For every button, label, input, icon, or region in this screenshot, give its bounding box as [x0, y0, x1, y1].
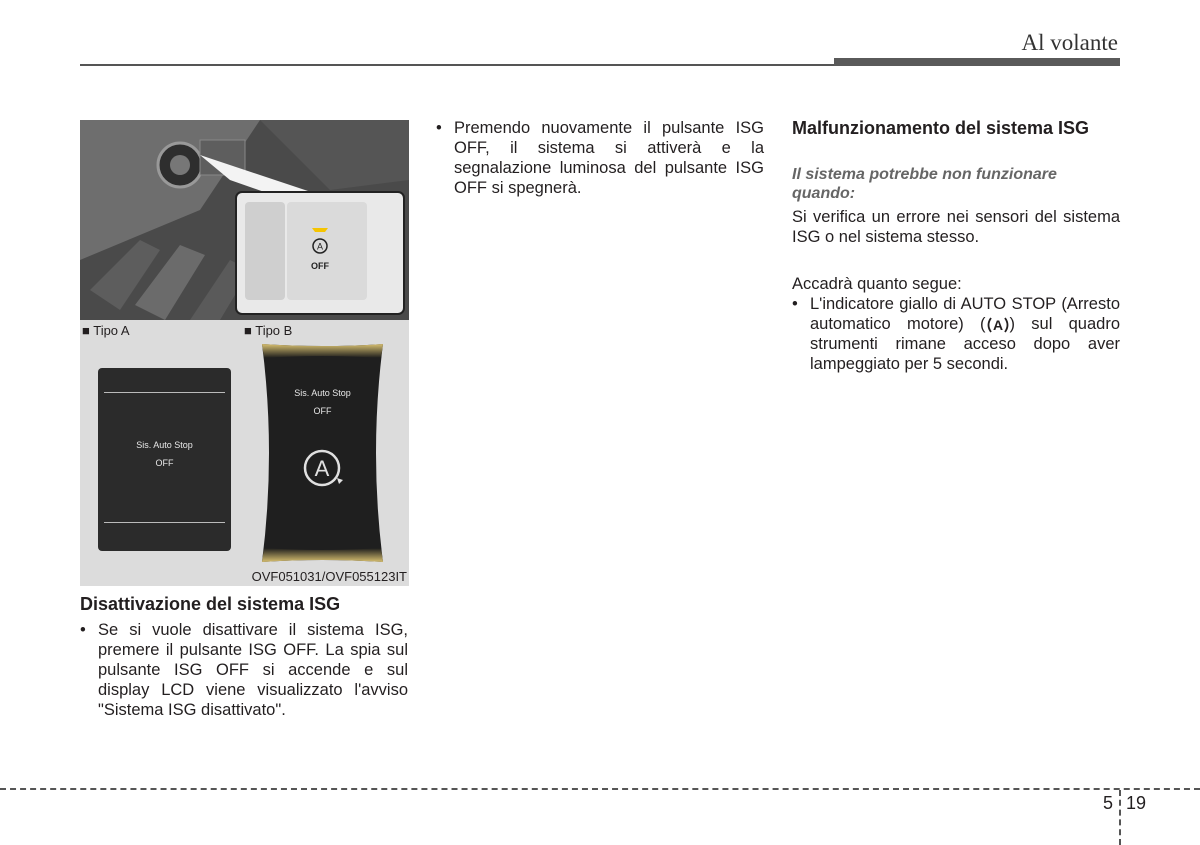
auto-stop-icon — [987, 316, 1009, 334]
caption-tipo-b: ■ Tipo B — [244, 323, 293, 338]
svg-text:A: A — [316, 241, 324, 252]
panel-b-line1: Sis. Auto Stop — [294, 388, 351, 398]
footer-chapter-number: 5 — [1103, 793, 1114, 813]
button-off-label: OFF — [311, 261, 329, 271]
footer-divider — [1119, 790, 1121, 845]
bullet-disattivazione-text: Se si vuole disattivare il sistema ISG, premere il pulsante ISG OFF. La spia sul pulsante ISG OFF si accende e sul display LCD viene visualizzato l'avviso "Sistema ISG disattivato". — [98, 621, 408, 719]
bullet-indicatore-giallo — [792, 294, 1120, 374]
bullet-riattivazione — [436, 118, 764, 198]
panel-a-line1: Sis. Auto Stop — [136, 440, 193, 450]
lcd-panel-tipo-a — [98, 368, 231, 551]
dashboard-photo — [80, 120, 409, 320]
panel-a-bottom-rule — [104, 522, 225, 523]
figure — [80, 120, 409, 586]
caption-tipo-a: ■ Tipo A — [82, 323, 130, 338]
header-rule — [80, 64, 835, 66]
bullet-indicatore-text-1: L'indicatore giallo di AUTO STOP (Arresto automatico motore) ( — [810, 295, 1120, 333]
bullet-disattivazione — [80, 620, 408, 720]
lcd-panel-tipo-b — [257, 344, 388, 562]
figure-code: OVF051031/OVF055123IT — [251, 569, 407, 584]
panel-a-top-rule — [104, 392, 225, 393]
para-accadra: Accadrà quanto segue: — [792, 275, 962, 293]
bullet-dot: • — [436, 119, 442, 137]
svg-text:A: A — [314, 456, 330, 481]
section-heading-malfunzionamento: Malfunzionamento del sistema ISG — [792, 118, 1090, 138]
panel-a-line2: OFF — [155, 458, 174, 468]
header-bar — [834, 58, 1120, 66]
dashboard-illustration — [80, 120, 409, 320]
section-heading-disattivazione: Disattivazione del sistema ISG — [80, 594, 341, 614]
footer-rule — [0, 788, 1200, 790]
bullet-dot: • — [792, 295, 798, 313]
para-errore-sensori: Si verifica un errore nei sensori del sistema ISG o nel sistema stesso. — [792, 208, 1120, 246]
panel-b-line2: OFF — [313, 406, 332, 416]
svg-text:A: A — [992, 316, 1003, 333]
bullet-indicatore-text-2: ) sul quadro strumenti rimane acceso dopo aver lampeggiato per 5 secondi. — [810, 315, 1120, 373]
subheading-non-funzionare: Il sistema potrebbe non funzionare quando: — [792, 166, 1057, 202]
footer-page-number: 19 — [1126, 793, 1147, 813]
bullet-dot: • — [80, 621, 86, 639]
bullet-riattivazione-text: Premendo nuovamente il pulsante ISG OFF, il sistema si attiverà e la segnalazione luminosa del pulsante ISG OFF si spegnerà. — [454, 119, 764, 197]
page-header-title: Al volante — [1021, 30, 1118, 55]
panel-b-frame — [257, 344, 388, 562]
